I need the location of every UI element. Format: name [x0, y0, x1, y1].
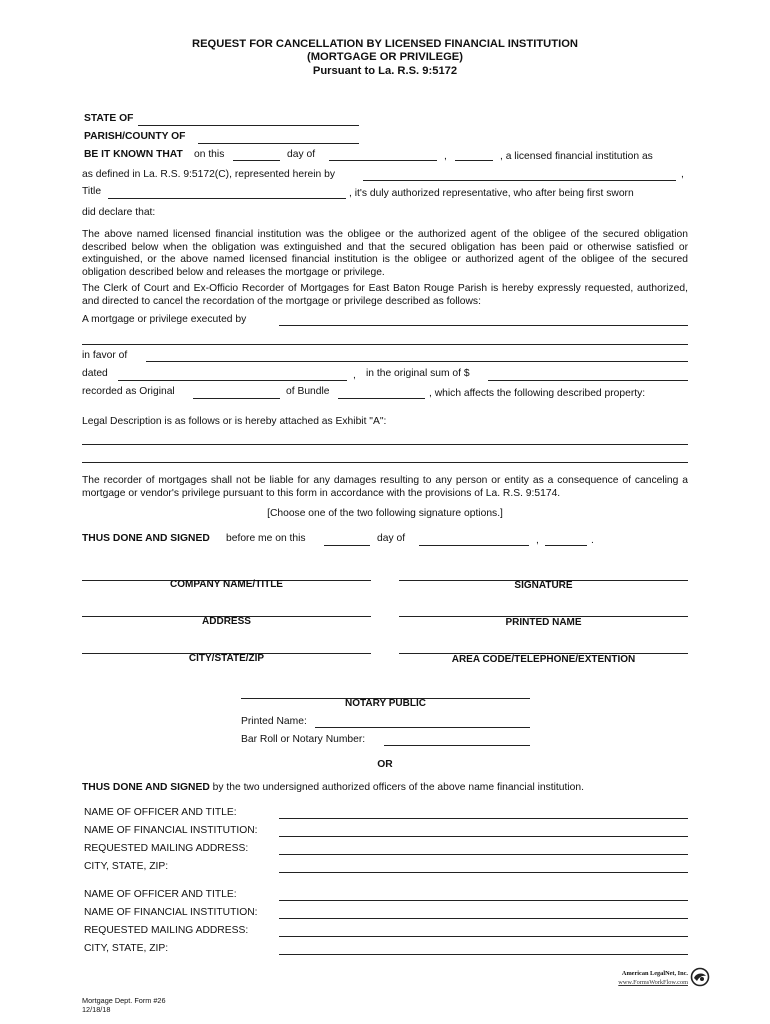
state-label: STATE OF	[84, 113, 134, 124]
day-field[interactable]	[233, 160, 280, 161]
notary-month-field[interactable]	[419, 545, 529, 546]
executed-by-field[interactable]	[279, 325, 688, 326]
bundle-field[interactable]	[338, 398, 425, 399]
officer1-institution-label: NAME OF FINANCIAL INSTITUTION:	[84, 825, 258, 836]
before-me-label: before me on this	[226, 533, 306, 544]
officer1-name-title-label: NAME OF OFFICER AND TITLE:	[84, 807, 237, 818]
original-sum-field[interactable]	[488, 380, 688, 381]
be-it-known-label: BE IT KNOWN THAT	[84, 149, 183, 160]
officer2-city-label: CITY, STATE, ZIP:	[84, 943, 169, 954]
thus-done-label: THUS DONE AND SIGNED	[82, 533, 210, 544]
represented-by-field[interactable]	[363, 180, 676, 181]
dated-comma: ,	[353, 370, 356, 381]
original-sum-label: in the original sum of $	[366, 368, 470, 379]
bar-roll-field[interactable]	[384, 745, 530, 746]
notary-comma: ,	[536, 535, 539, 546]
day-of-label: day of	[287, 149, 316, 160]
legal-description-field-2[interactable]	[82, 462, 688, 463]
officer1-city-field[interactable]	[279, 872, 688, 873]
officer1-name-title-field[interactable]	[279, 818, 688, 819]
city-state-zip-label: CITY/STATE/ZIP	[188, 653, 265, 664]
footer	[82, 996, 166, 1014]
state-field[interactable]	[138, 125, 359, 126]
officer2-city-field[interactable]	[279, 954, 688, 955]
month-field[interactable]	[329, 160, 437, 161]
address-label: ADDRESS	[202, 616, 251, 627]
executed-by-label: A mortgage or privilege executed by	[82, 314, 247, 325]
which-affects-label: , which affects the following described property:	[429, 388, 646, 399]
title-label: Title	[82, 186, 102, 197]
printed-name-label: PRINTED NAME	[505, 617, 582, 628]
form-title: REQUEST FOR CANCELLATION BY LICENSED FINANCIAL INSTITUTION	[192, 38, 578, 50]
comma-label: ,	[444, 151, 447, 162]
did-declare-label: did declare that:	[82, 207, 156, 218]
notary-period: .	[591, 535, 594, 546]
dated-label: dated	[82, 368, 108, 379]
company-name-title-label: COMPANY NAME/TITLE	[170, 579, 283, 590]
licensed-fi-label: , a licensed financial institution as	[500, 151, 653, 162]
executed-by-field-2[interactable]	[82, 344, 688, 345]
on-this-label: on this	[194, 149, 225, 160]
footer-date: 12/18/18	[82, 1005, 111, 1014]
officers-thus-done: THUS DONE AND SIGNED	[82, 782, 210, 793]
officer1-institution-field[interactable]	[279, 836, 688, 837]
title-field[interactable]	[108, 198, 346, 199]
notary-public-label: NOTARY PUBLIC	[345, 698, 426, 709]
in-favor-of-field[interactable]	[146, 361, 688, 362]
area-code-phone-label: AREA CODE/TELEPHONE/EXTENTION	[451, 654, 636, 665]
officer2-mailing-label: REQUESTED MAILING ADDRESS:	[84, 925, 249, 936]
signature-label: SIGNATURE	[514, 580, 573, 591]
officer1-mailing-label: REQUESTED MAILING ADDRESS:	[84, 843, 249, 854]
notary-year-field[interactable]	[545, 545, 587, 546]
of-bundle-label: of Bundle	[286, 386, 330, 397]
or-label: OR	[377, 759, 393, 770]
officer2-mailing-field[interactable]	[279, 936, 688, 937]
legalnet-logo[interactable]	[594, 967, 714, 991]
duly-authorized-label: , it's duly authorized representative, who after being first sworn	[349, 188, 634, 199]
officer2-institution-label: NAME OF FINANCIAL INSTITUTION:	[84, 907, 258, 918]
legal-description-field-1[interactable]	[82, 444, 688, 445]
footer-form-name: Mortgage Dept. Form #26	[82, 996, 166, 1005]
officer1-city-label: CITY, STATE, ZIP:	[84, 861, 169, 872]
notary-day-of-label: day of	[377, 533, 406, 544]
recorder-paragraph: The recorder of mortgages shall not be liable for any damages resulting to any person or entity as a consequence of canceling a mortgage or vendor's privilege pursuant to this form in accordance with the provisions of La. R.S. 9:5174.	[82, 475, 688, 499]
year-field[interactable]	[455, 160, 493, 161]
officer2-name-title-field[interactable]	[279, 900, 688, 901]
form-statute: Pursuant to La. R.S. 9:5172	[312, 65, 458, 77]
obligee-paragraph: The above named licensed financial institution was the obligee or the authorized agent of the obligee of the secured obligation described below when the obligation was extinguished and that the secured obligation has been paid or otherwise satisfied or extinguished, or the above named licensed financial institution is the obligee or authorized agent of the obligee of the secured obligation described below and releases the mortgage or privilege.	[82, 229, 688, 278]
notary-printed-name-field[interactable]	[315, 727, 530, 728]
comma-end-label: ,	[681, 169, 684, 180]
notary-printed-name-label: Printed Name:	[241, 716, 307, 727]
officers-statement	[82, 782, 584, 793]
recorded-as-label: recorded as Original	[82, 386, 175, 397]
in-favor-of-label: in favor of	[82, 350, 128, 361]
legal-description-label: Legal Description is as follows or is hereby attached as Exhibit "A":	[82, 416, 387, 427]
officer2-name-title-label: NAME OF OFFICER AND TITLE:	[84, 889, 237, 900]
as-defined-label: as defined in La. R.S. 9:5172(C), represented herein by	[82, 169, 335, 180]
bar-roll-label: Bar Roll or Notary Number:	[241, 734, 366, 745]
officer1-mailing-field[interactable]	[279, 854, 688, 855]
logo-url[interactable]: www.FormsWorkFlow.com	[618, 979, 688, 986]
dated-field[interactable]	[118, 380, 347, 381]
clerk-paragraph: The Clerk of Court and Ex-Officio Recorder of Mortgages for East Baton Rouge Parish is hereby expressly requested, authorized, and directed to cancel the recordation of the mortgage or privilege described as follows:	[82, 283, 688, 307]
parish-field[interactable]	[198, 143, 359, 144]
officer2-institution-field[interactable]	[279, 918, 688, 919]
logo-company-name: American LegalNet, Inc.	[621, 970, 688, 977]
legalnet-logo-icon	[690, 967, 710, 987]
logo-text	[594, 969, 688, 987]
original-number-field[interactable]	[193, 398, 280, 399]
officers-statement-rest: by the two undersigned authorized officers of the above name financial institution.	[212, 782, 584, 793]
form-subtitle: (MORTGAGE OR PRIVILEGE)	[306, 51, 463, 63]
notary-day-field[interactable]	[324, 545, 370, 546]
choose-option-note: [Choose one of the two following signature options.]	[267, 508, 503, 519]
parish-label: PARISH/COUNTY OF	[84, 131, 186, 142]
